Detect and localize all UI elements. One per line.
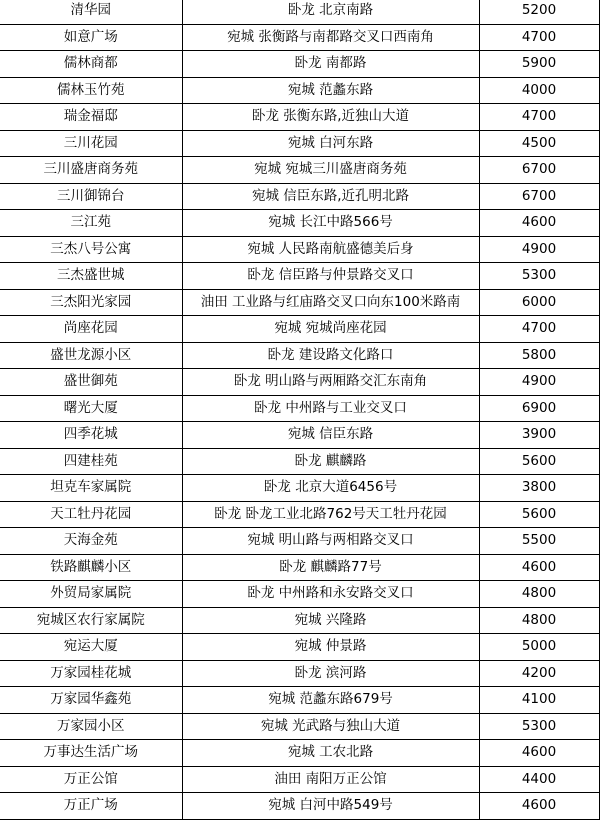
estate-name-cell: 外贸局家属院 bbox=[0, 581, 182, 608]
address-cell: 卧龙 滨河路 bbox=[182, 660, 479, 687]
estate-name-cell: 儒林玉竹苑 bbox=[0, 77, 182, 104]
address-cell: 宛城 光武路与独山大道 bbox=[182, 713, 479, 740]
table-row bbox=[0, 263, 599, 290]
address-cell: 卧龙 麒麟路77号 bbox=[182, 554, 479, 581]
estate-name-cell: 尚座花园 bbox=[0, 316, 182, 343]
price-cell: 6900 bbox=[479, 395, 599, 422]
price-cell: 4900 bbox=[479, 236, 599, 263]
table-row bbox=[0, 448, 599, 475]
price-cell: 5000 bbox=[479, 634, 599, 661]
table-row bbox=[0, 236, 599, 263]
address-cell: 卧龙 张衡东路,近独山大道 bbox=[182, 104, 479, 131]
estate-name-cell: 四建桂苑 bbox=[0, 448, 182, 475]
estate-name-cell: 万正公馆 bbox=[0, 766, 182, 793]
estate-name-cell: 宛运大厦 bbox=[0, 634, 182, 661]
address-cell: 宛城 白河东路 bbox=[182, 130, 479, 157]
price-cell: 4500 bbox=[479, 130, 599, 157]
estate-name-cell: 三杰八号公寓 bbox=[0, 236, 182, 263]
address-cell: 卧龙 北京大道6456号 bbox=[182, 475, 479, 502]
address-cell: 宛城 张衡路与南都路交叉口西南角 bbox=[182, 24, 479, 51]
address-cell: 宛城 宛城尚座花园 bbox=[182, 316, 479, 343]
price-cell: 5300 bbox=[479, 263, 599, 290]
estate-name-cell: 万家园小区 bbox=[0, 713, 182, 740]
price-cell: 4600 bbox=[479, 740, 599, 767]
table-row bbox=[0, 528, 599, 555]
table-row bbox=[0, 687, 599, 714]
estate-name-cell: 坦克车家属院 bbox=[0, 475, 182, 502]
estate-name-cell: 万事达生活广场 bbox=[0, 740, 182, 767]
address-cell: 卧龙 建设路文化路口 bbox=[182, 342, 479, 369]
price-cell: 6700 bbox=[479, 183, 599, 210]
address-cell: 宛城 长江中路566号 bbox=[182, 210, 479, 237]
address-cell: 宛城 信臣东路,近孔明北路 bbox=[182, 183, 479, 210]
estate-name-cell: 盛世御苑 bbox=[0, 369, 182, 396]
estate-name-cell: 三杰阳光家园 bbox=[0, 289, 182, 316]
price-cell: 4600 bbox=[479, 554, 599, 581]
price-cell: 4800 bbox=[479, 581, 599, 608]
price-cell: 5900 bbox=[479, 51, 599, 78]
price-cell: 3800 bbox=[479, 475, 599, 502]
table-row bbox=[0, 501, 599, 528]
price-cell: 4600 bbox=[479, 210, 599, 237]
estate-name-cell: 三川御锦台 bbox=[0, 183, 182, 210]
address-cell: 宛城 人民路南航盛德美后身 bbox=[182, 236, 479, 263]
address-cell: 卧龙 中州路和永安路交叉口 bbox=[182, 581, 479, 608]
price-cell: 4700 bbox=[479, 316, 599, 343]
estate-name-cell: 宛城区农行家属院 bbox=[0, 607, 182, 634]
price-cell: 4000 bbox=[479, 77, 599, 104]
address-cell: 宛城 工农北路 bbox=[182, 740, 479, 767]
address-cell: 卧龙 信臣路与仲景路交叉口 bbox=[182, 263, 479, 290]
address-cell: 油田 南阳万正公馆 bbox=[182, 766, 479, 793]
price-cell: 6000 bbox=[479, 289, 599, 316]
address-cell: 宛城 白河中路549号 bbox=[182, 793, 479, 820]
price-cell: 4900 bbox=[479, 369, 599, 396]
address-cell: 宛城 宛城三川盛唐商务苑 bbox=[182, 157, 479, 184]
table-row bbox=[0, 210, 599, 237]
price-cell: 4100 bbox=[479, 687, 599, 714]
address-cell: 油田 工业路与红庙路交叉口向东100米路南 bbox=[182, 289, 479, 316]
table-row bbox=[0, 77, 599, 104]
estate-name-cell: 如意广场 bbox=[0, 24, 182, 51]
address-cell: 宛城 兴隆路 bbox=[182, 607, 479, 634]
address-cell: 宛城 范蠡东路679号 bbox=[182, 687, 479, 714]
estate-name-cell: 儒林商都 bbox=[0, 51, 182, 78]
estate-name-cell: 三杰盛世城 bbox=[0, 263, 182, 290]
estate-name-cell: 四季花城 bbox=[0, 422, 182, 449]
price-cell: 4200 bbox=[479, 660, 599, 687]
table-row bbox=[0, 554, 599, 581]
table-row bbox=[0, 183, 599, 210]
address-cell: 卧龙 中州路与工业交叉口 bbox=[182, 395, 479, 422]
address-cell: 卧龙 明山路与两厢路交汇东南角 bbox=[182, 369, 479, 396]
price-cell: 5600 bbox=[479, 501, 599, 528]
address-cell: 卧龙 卧龙工业北路762号天工牡丹花园 bbox=[182, 501, 479, 528]
table-row bbox=[0, 422, 599, 449]
address-cell: 卧龙 南都路 bbox=[182, 51, 479, 78]
price-cell: 3900 bbox=[479, 422, 599, 449]
estate-name-cell: 瑞金福邸 bbox=[0, 104, 182, 131]
table-row bbox=[0, 793, 599, 820]
estate-name-cell: 三川花园 bbox=[0, 130, 182, 157]
price-cell: 5300 bbox=[479, 713, 599, 740]
table-row bbox=[0, 289, 599, 316]
price-cell: 6700 bbox=[479, 157, 599, 184]
table-row bbox=[0, 369, 599, 396]
address-cell: 宛城 信臣东路 bbox=[182, 422, 479, 449]
estate-name-cell: 三川盛唐商务苑 bbox=[0, 157, 182, 184]
table-row bbox=[0, 607, 599, 634]
table-row bbox=[0, 660, 599, 687]
estate-name-cell: 清华园 bbox=[0, 0, 182, 24]
table-row bbox=[0, 130, 599, 157]
price-cell: 5500 bbox=[479, 528, 599, 555]
price-cell: 5800 bbox=[479, 342, 599, 369]
table-row bbox=[0, 740, 599, 767]
table-row bbox=[0, 713, 599, 740]
address-cell: 卧龙 麒麟路 bbox=[182, 448, 479, 475]
table-row bbox=[0, 342, 599, 369]
price-cell: 5600 bbox=[479, 448, 599, 475]
table-row bbox=[0, 316, 599, 343]
estate-name-cell: 天海金苑 bbox=[0, 528, 182, 555]
address-cell: 宛城 仲景路 bbox=[182, 634, 479, 661]
table-row bbox=[0, 51, 599, 78]
table-row bbox=[0, 581, 599, 608]
estate-name-cell: 盛世龙源小区 bbox=[0, 342, 182, 369]
address-cell: 宛城 范蠡东路 bbox=[182, 77, 479, 104]
address-cell: 宛城 明山路与两相路交叉口 bbox=[182, 528, 479, 555]
table-row bbox=[0, 766, 599, 793]
price-cell: 4700 bbox=[479, 104, 599, 131]
price-cell: 4700 bbox=[479, 24, 599, 51]
price-cell: 4400 bbox=[479, 766, 599, 793]
table-row bbox=[0, 104, 599, 131]
estate-name-cell: 万家园华鑫苑 bbox=[0, 687, 182, 714]
table-row bbox=[0, 475, 599, 502]
price-cell: 5200 bbox=[479, 0, 599, 24]
table-row bbox=[0, 0, 599, 24]
price-cell: 4800 bbox=[479, 607, 599, 634]
table-row bbox=[0, 157, 599, 184]
price-cell: 4600 bbox=[479, 793, 599, 820]
estate-name-cell: 万家园桂花城 bbox=[0, 660, 182, 687]
table-row bbox=[0, 634, 599, 661]
estate-name-cell: 天工牡丹花园 bbox=[0, 501, 182, 528]
table-row bbox=[0, 24, 599, 51]
estate-name-cell: 三江苑 bbox=[0, 210, 182, 237]
estate-name-cell: 曙光大厦 bbox=[0, 395, 182, 422]
address-cell: 卧龙 北京南路 bbox=[182, 0, 479, 24]
table-row bbox=[0, 395, 599, 422]
estate-name-cell: 万正广场 bbox=[0, 793, 182, 820]
estate-name-cell: 铁路麒麟小区 bbox=[0, 554, 182, 581]
